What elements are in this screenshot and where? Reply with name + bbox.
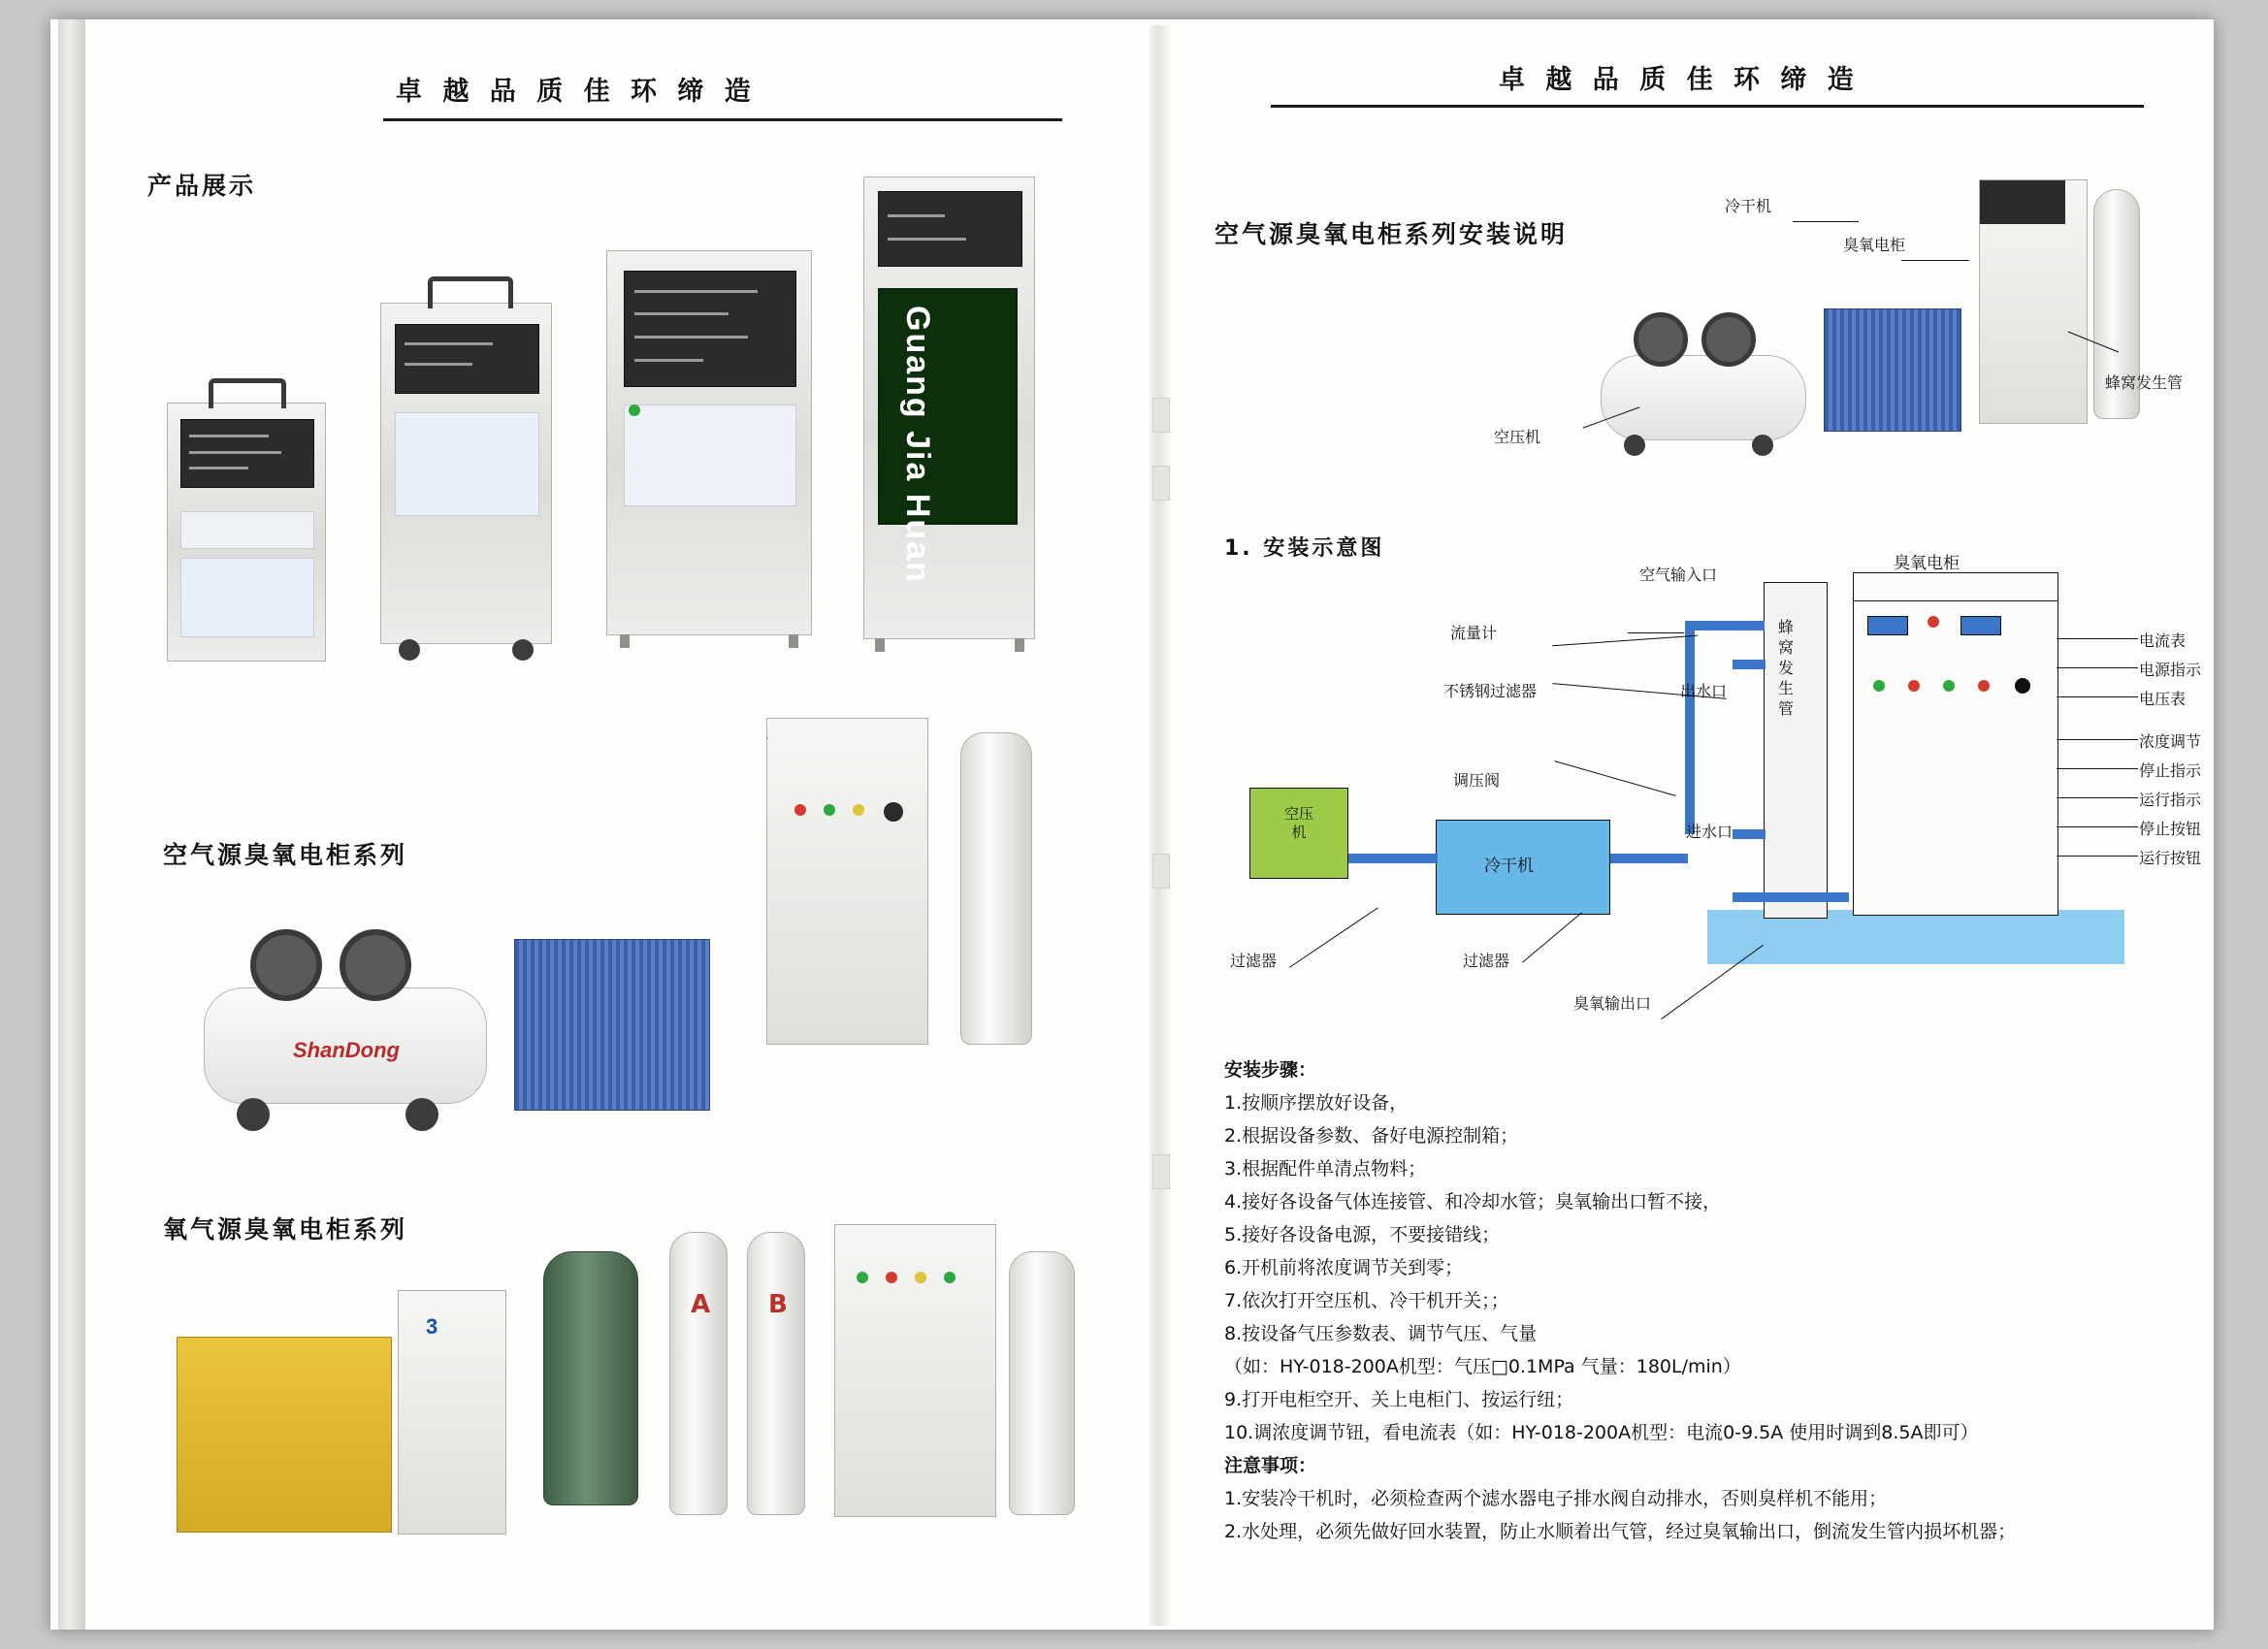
psa-unit-photo	[398, 1290, 506, 1535]
step-item: 6.开机前将浓度调节关到零；	[1224, 1257, 1464, 1278]
diagram-pipe-vertical	[1685, 621, 1695, 834]
page-gutter	[1150, 25, 1171, 1626]
label-stop-button: 停止按钮	[2139, 820, 2202, 838]
note-item: 1.安装冷干机时，必须检查两个滤水器电子排水阀自动排水，否则臭样机不能用；	[1224, 1488, 1888, 1509]
label-run-indicator: 运行指示	[2139, 791, 2202, 809]
page-tab-2	[1152, 466, 1170, 501]
brand-plate	[878, 288, 1018, 584]
top-ozone-cabinet-photo	[1979, 179, 2088, 424]
ozone-cabinet-photo	[766, 718, 928, 1045]
section-title-oxygen: 氧气源臭氧电柜系列	[163, 1215, 408, 1244]
label-pressure-valve: 调压阀	[1453, 771, 1501, 790]
step-item: 7.依次打开空压机、冷干机开关；；	[1224, 1290, 1509, 1311]
diagram-pipe-ozone-out	[1733, 892, 1849, 902]
top-dryer-photo	[1824, 308, 1961, 432]
oxygen-tank-photo	[543, 1251, 638, 1505]
step-item: 10.调浓度调节钮，看电流表（如：HY-018-200A机型：电流0-9.5A 使用时调到8.5A即可）	[1224, 1422, 1979, 1443]
right-header-rule	[1271, 105, 2144, 108]
label-ozone-cabinet-top: 臭氧电柜	[1843, 236, 1906, 254]
top-air-compressor-photo	[1601, 301, 1804, 461]
handle-icon	[209, 378, 286, 408]
filter-a-photo	[669, 1232, 728, 1515]
page-tab-3	[1152, 854, 1170, 889]
wheel-icon	[399, 639, 420, 661]
left-header-title: 卓 越 品 质 佳 环 缔 造	[396, 77, 757, 107]
page-tab-1	[1152, 398, 1170, 433]
mixing-vessel-photo	[1009, 1251, 1075, 1515]
handle-icon	[428, 276, 513, 308]
step-item: 9.打开电柜空开、关上电柜门、按运行纽；	[1224, 1389, 1574, 1410]
unit-label-b: B	[768, 1290, 788, 1319]
diagram-pipe-water-in	[1733, 829, 1766, 839]
installation-steps	[1224, 1053, 2155, 1548]
diagram-pipe-dryer-out	[1610, 854, 1688, 863]
label-filter-2: 过滤器	[1463, 952, 1510, 970]
filter-b-photo	[747, 1232, 805, 1515]
label-filter-1: 过滤器	[1230, 952, 1278, 970]
right-page-title: 空气源臭氧电柜系列安装说明	[1215, 220, 1569, 248]
label-flow-meter: 流量计	[1450, 624, 1498, 642]
label-stop-indicator: 停止指示	[2139, 761, 2202, 780]
note-item: 2.水处理，必须先做好回水装置，防止水顺着出气管，经过臭氧输出口，倒流发生管内损坏机器；	[1224, 1521, 2017, 1542]
diagram-ozone-cabinet	[1853, 572, 2058, 916]
refrigerated-dryer-photo	[514, 939, 710, 1111]
label-air-compressor-top: 空压机	[1494, 428, 1541, 446]
product-unit-cabinet	[863, 177, 1035, 639]
filter-vessel-photo	[960, 732, 1032, 1045]
label-power-indicator: 电源指示	[2139, 661, 2202, 679]
oxygen-generator-photo	[177, 1337, 392, 1533]
step-item: 2.根据设备参数、备好电源控制箱；	[1224, 1125, 1519, 1147]
right-header-title: 卓 越 品 质 佳 环 缔 造	[1499, 65, 1860, 95]
diagram-title: 1. 安装示意图	[1224, 536, 1385, 561]
step-item: （如：HY-018-200A机型：气压□0.1MPa 气量：180L/min）	[1224, 1356, 1741, 1377]
label-voltmeter: 电压表	[2139, 690, 2187, 708]
book-spine	[58, 19, 85, 1630]
label-water-outlet: 出水口	[1680, 682, 1728, 700]
brand-text: Guang Jia Huan	[899, 306, 936, 584]
unit-label-a: A	[691, 1290, 711, 1319]
label-honeycomb-top: 蜂窝发生管	[2105, 373, 2184, 392]
step-item: 4.接好各设备气体连接管、和冷却水管；臭氧输出口暂不接，	[1224, 1191, 1722, 1212]
steps-title: 安装步骤：	[1224, 1059, 1317, 1081]
label-ss-filter: 不锈钢过滤器	[1443, 682, 1538, 700]
label-water-inlet: 进水口	[1686, 823, 1733, 841]
diagram-pipe-top	[1685, 621, 1765, 630]
step-item: 5.接好各设备电源，不要接错线；	[1224, 1224, 1501, 1245]
notes-title: 注意事项：	[1224, 1455, 1317, 1476]
label-concentration-adjust: 浓度调节	[2139, 732, 2202, 751]
step-item: 3.根据配件单清点物料；	[1224, 1158, 1427, 1180]
section-title-air: 空气源臭氧电柜系列	[163, 841, 408, 869]
diagram-pipe-water-out	[1733, 660, 1766, 669]
step-item: 8.按设备气压参数表、调节气压、气量	[1224, 1323, 1538, 1344]
label-ammeter: 电流表	[2139, 631, 2187, 650]
diagram-ozone-cabinet-label: 臭氧电柜	[1894, 554, 1960, 573]
air-compressor-photo	[204, 912, 485, 1135]
diagram-dryer-label: 冷干机	[1484, 857, 1534, 876]
unit-label-3: 3	[426, 1314, 438, 1339]
product-unit-large	[606, 250, 812, 635]
page-tab-4	[1152, 1154, 1170, 1189]
wheel-icon	[512, 639, 534, 661]
product-unit-medium	[380, 303, 552, 644]
section-title-products: 产品展示	[147, 172, 257, 200]
ozone-cabinet-oxygen-photo	[834, 1224, 996, 1517]
diagram-pipe-comp-out	[1348, 854, 1438, 863]
label-ozone-outlet: 臭氧输出口	[1573, 994, 1652, 1013]
diagram-air-compressor-label: 空压机	[1283, 805, 1313, 841]
diagram-honeycomb-label: 蜂窝发生管	[1778, 618, 1795, 718]
label-run-button: 运行按钮	[2139, 849, 2202, 867]
label-air-inlet: 空气输入口	[1639, 566, 1718, 584]
left-header-rule	[383, 118, 1062, 121]
label-dryer-top: 冷干机	[1725, 197, 1772, 215]
compressor-brand-text: ShanDong	[293, 1038, 400, 1062]
step-item: 1.按顺序摆放好设备，	[1224, 1092, 1409, 1114]
product-unit-small	[167, 403, 326, 662]
